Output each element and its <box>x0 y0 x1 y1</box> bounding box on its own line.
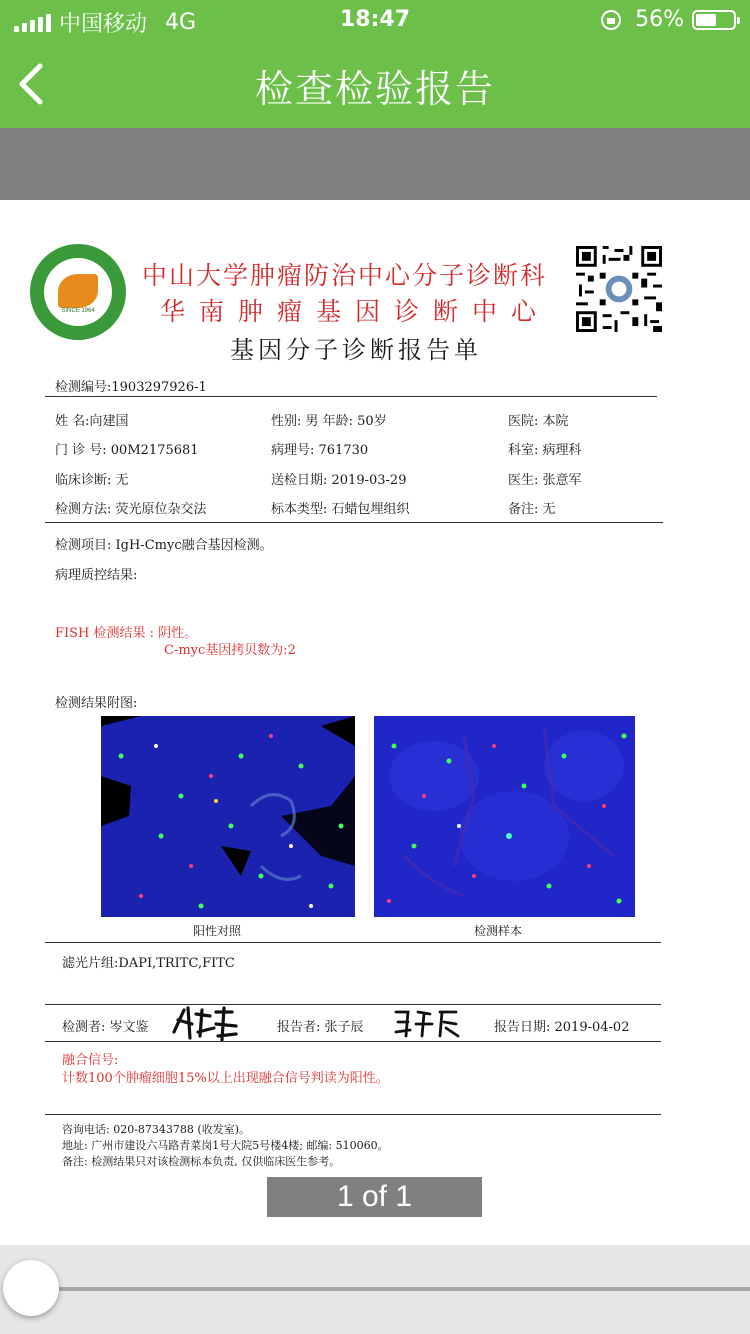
status-bar <box>0 0 750 40</box>
logo-since-text: SINCE 1964 <box>61 308 95 314</box>
network-type: 4G <box>165 10 197 35</box>
reporter-signature <box>392 1006 462 1040</box>
hospital-name: 中山大学肿瘤防治中心分子诊断科 <box>142 261 548 290</box>
pathology-number: 病理号: 761730 <box>271 443 369 458</box>
examiner: 检测者: 岑文鉴 <box>62 1020 149 1035</box>
divider <box>45 1004 661 1005</box>
images-label: 检测结果附图: <box>55 696 138 711</box>
test-sample-image <box>374 716 635 917</box>
test-id: 检测编号:1903297926-1 <box>55 380 207 395</box>
contact-phone: 咨询电话: 020-87343788 (收发室)。 <box>62 1123 250 1136</box>
battery-percent: 56% <box>635 7 684 32</box>
filter-set: 滤光片组:DAPI,TRITC,FITC <box>62 956 235 971</box>
page-slider-track[interactable] <box>30 1287 750 1291</box>
specimen-type: 标本类型: 石蜡包埋组织 <box>271 502 410 517</box>
battery-icon <box>692 10 736 30</box>
rotation-lock-icon <box>601 10 621 30</box>
fusion-signal-description: 计数100个肿瘤细胞15%以上出现融合信号判读为阳性。 <box>62 1071 389 1086</box>
fusion-signal-title: 融合信号: <box>62 1053 119 1068</box>
divider <box>45 1041 661 1042</box>
divider <box>45 396 657 397</box>
remarks: 备注: 无 <box>508 502 556 517</box>
page-title: 检查检验报告 <box>254 67 495 111</box>
carrier-name: 中国移动 <box>59 12 148 37</box>
page-indicator: 1 of 1 <box>267 1177 482 1217</box>
report-title: 基因分子诊断报告单 <box>230 336 482 364</box>
clock: 18:47 <box>339 7 411 32</box>
image-caption-test-sample: 检测样本 <box>474 924 523 938</box>
fish-result: FISH 检测结果 : 阴性。 <box>55 626 198 641</box>
divider <box>45 1114 661 1115</box>
divider <box>45 522 663 523</box>
divider <box>45 942 661 943</box>
department: 科室: 病理科 <box>508 443 582 458</box>
test-method: 检测方法: 荧光原位杂交法 <box>55 502 207 517</box>
submission-date: 送检日期: 2019-03-29 <box>271 473 407 488</box>
hospital-logo <box>30 244 126 340</box>
patient-sex-age: 性别: 男 年龄: 50岁 <box>271 414 387 429</box>
report-date: 报告日期: 2019-04-02 <box>494 1020 630 1035</box>
reporter: 报告者: 张子辰 <box>277 1020 364 1035</box>
page-slider-thumb[interactable] <box>3 1260 59 1316</box>
patient-name: 姓 名:向建国 <box>55 414 129 429</box>
examiner-signature <box>170 1002 240 1044</box>
qr-code <box>576 246 662 332</box>
positive-control-image <box>101 716 355 917</box>
navigation-bar <box>0 40 750 128</box>
test-item: 检测项目: IgH-Cmyc融合基因检测。 <box>55 538 273 553</box>
document-page[interactable] <box>0 200 750 1245</box>
disclaimer: 备注: 检测结果只对该检测标本负责, 仅供临床医生参考。 <box>62 1155 341 1168</box>
clinical-diagnosis: 临床诊断: 无 <box>55 473 129 488</box>
page-scrubber-bar <box>0 1245 750 1334</box>
doctor: 医生: 张意军 <box>508 473 582 488</box>
viewer-top-margin <box>0 128 750 200</box>
qc-result: 病理质控结果: <box>55 568 138 583</box>
hospital: 医院: 本院 <box>508 414 569 429</box>
address: 地址: 广州市建设六马路青菜岗1号大院5号楼4楼; 邮编: 510060。 <box>62 1139 389 1152</box>
outpatient-number: 门 诊 号: 00M2175681 <box>55 443 199 458</box>
image-caption-positive-control: 阳性对照 <box>193 924 242 938</box>
cmyc-copy-number: C-myc基因拷贝数为:2 <box>164 643 296 658</box>
center-name: 华南肿瘤基因诊断中心 <box>160 297 551 326</box>
